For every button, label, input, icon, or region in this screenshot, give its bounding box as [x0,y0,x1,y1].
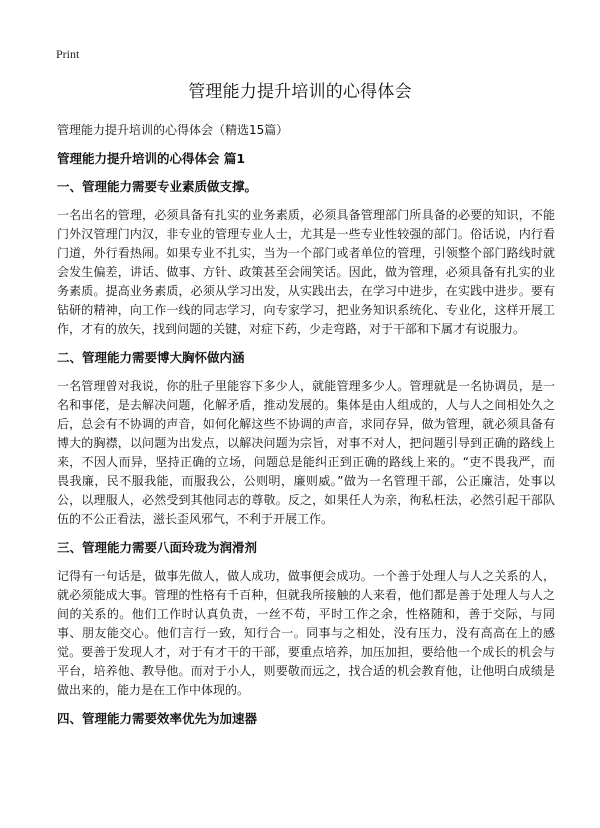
section-paragraph: 一名出名的管理，必须具备有扎实的业务素质，必须具备管理部门所具备的必要的知识，不能门外汉管理门内汉，非专业的管理专业人士，尤其是一些专业性较强的部门。俗话说，内行看门道，外行看热闹。如果专业不扎实，当为一个部门或者单位的管理，引领整个部门路线时就会发生偏差，讲话、做事、方针、政策甚至会闹笑话。因此，做为管理，必须具备有扎实的业务素质。提高业务素质，必须从学习出发，从实践出去，在学习中进步，在实践中进步。要有钻研的精神，向工作一线的同志学习，向专家学习，把业务知识系统化、专业化，这样开展工作，才有的放矢，找到问题的关键，对症下药，少走弯路，对于干部和下属才有说服力。 [57,208,555,336]
article-title: 管理能力提升培训的心得体会 篇1 [57,151,246,166]
section-paragraph: 记得有一句话是，做事先做人，做人成功，做事便会成功。一个善于处理人与人之关系的人，就必须能成大事。管理的性格有千百种，但就我所接触的人来看，他们都是善于处理人与人之间的关系的。他们工作时认真负责，一丝不苟，平时工作之余，性格随和，善于交际，与同事、朋友能交心。他们言行一致，知行合一。同事与之相处，没有压力，没有高高在上的感觉。要善于发现人才，对于有才干的干部，要重点培养，加压加担，要给他一个成长的机会与平台，培养他、教导他。而对于小人，则要敬而远之，找合适的机会教育他，让他明白成绩是做出来的，能力是在工作中体现的。 [57,569,555,697]
page-title: 管理能力提升培训的心得体会 [188,82,412,102]
article-section [57,349,555,529]
section-heading: 一、管理能力需要专业素质做支撑。 [57,179,258,194]
article-section [57,710,555,728]
section-heading: 四、管理能力需要效率优先为加速器 [57,711,258,726]
section-heading: 三、管理能力需要八面玲珑为润滑剂 [57,540,258,555]
document-subtitle: 管理能力提升培训的心得体会（精选15篇） [57,123,289,137]
section-paragraph: 一名管理曾对我说，你的肚子里能容下多少人，就能管理多少人。管理就是一名协调员，是一名和事佬，是去解决问题，化解矛盾，推动发展的。集体是由人组成的，人与人之间相处久之后，总会有不协调的声音，如何化解这些不协调的声音，求同存异，做为管理，就必须具备有博大的胸襟，以问题为出发点，以解决问题为宗旨，对事不对人，把问题引导到正确的路线上来，不因人而异，坚持正确的立场，问题总是能纠正到正确的路线上来的。“吏不畏我严，而畏我廉，民不服我能，而服我公，公则明，廉则威。”做为一名管理干部，公正廉洁，处事以公，以理服人，必然受到其他同志的尊敬。反之，如果任人为亲，徇私枉法，必然引起干部队伍的不公正看法，滋长歪风邪气，不利于开展工作。 [57,379,555,526]
print-link[interactable]: Print [56,47,80,61]
article-section [57,539,555,700]
article-body [57,178,555,738]
article-section [57,178,555,339]
section-heading: 二、管理能力需要博大胸怀做内涵 [57,350,245,365]
